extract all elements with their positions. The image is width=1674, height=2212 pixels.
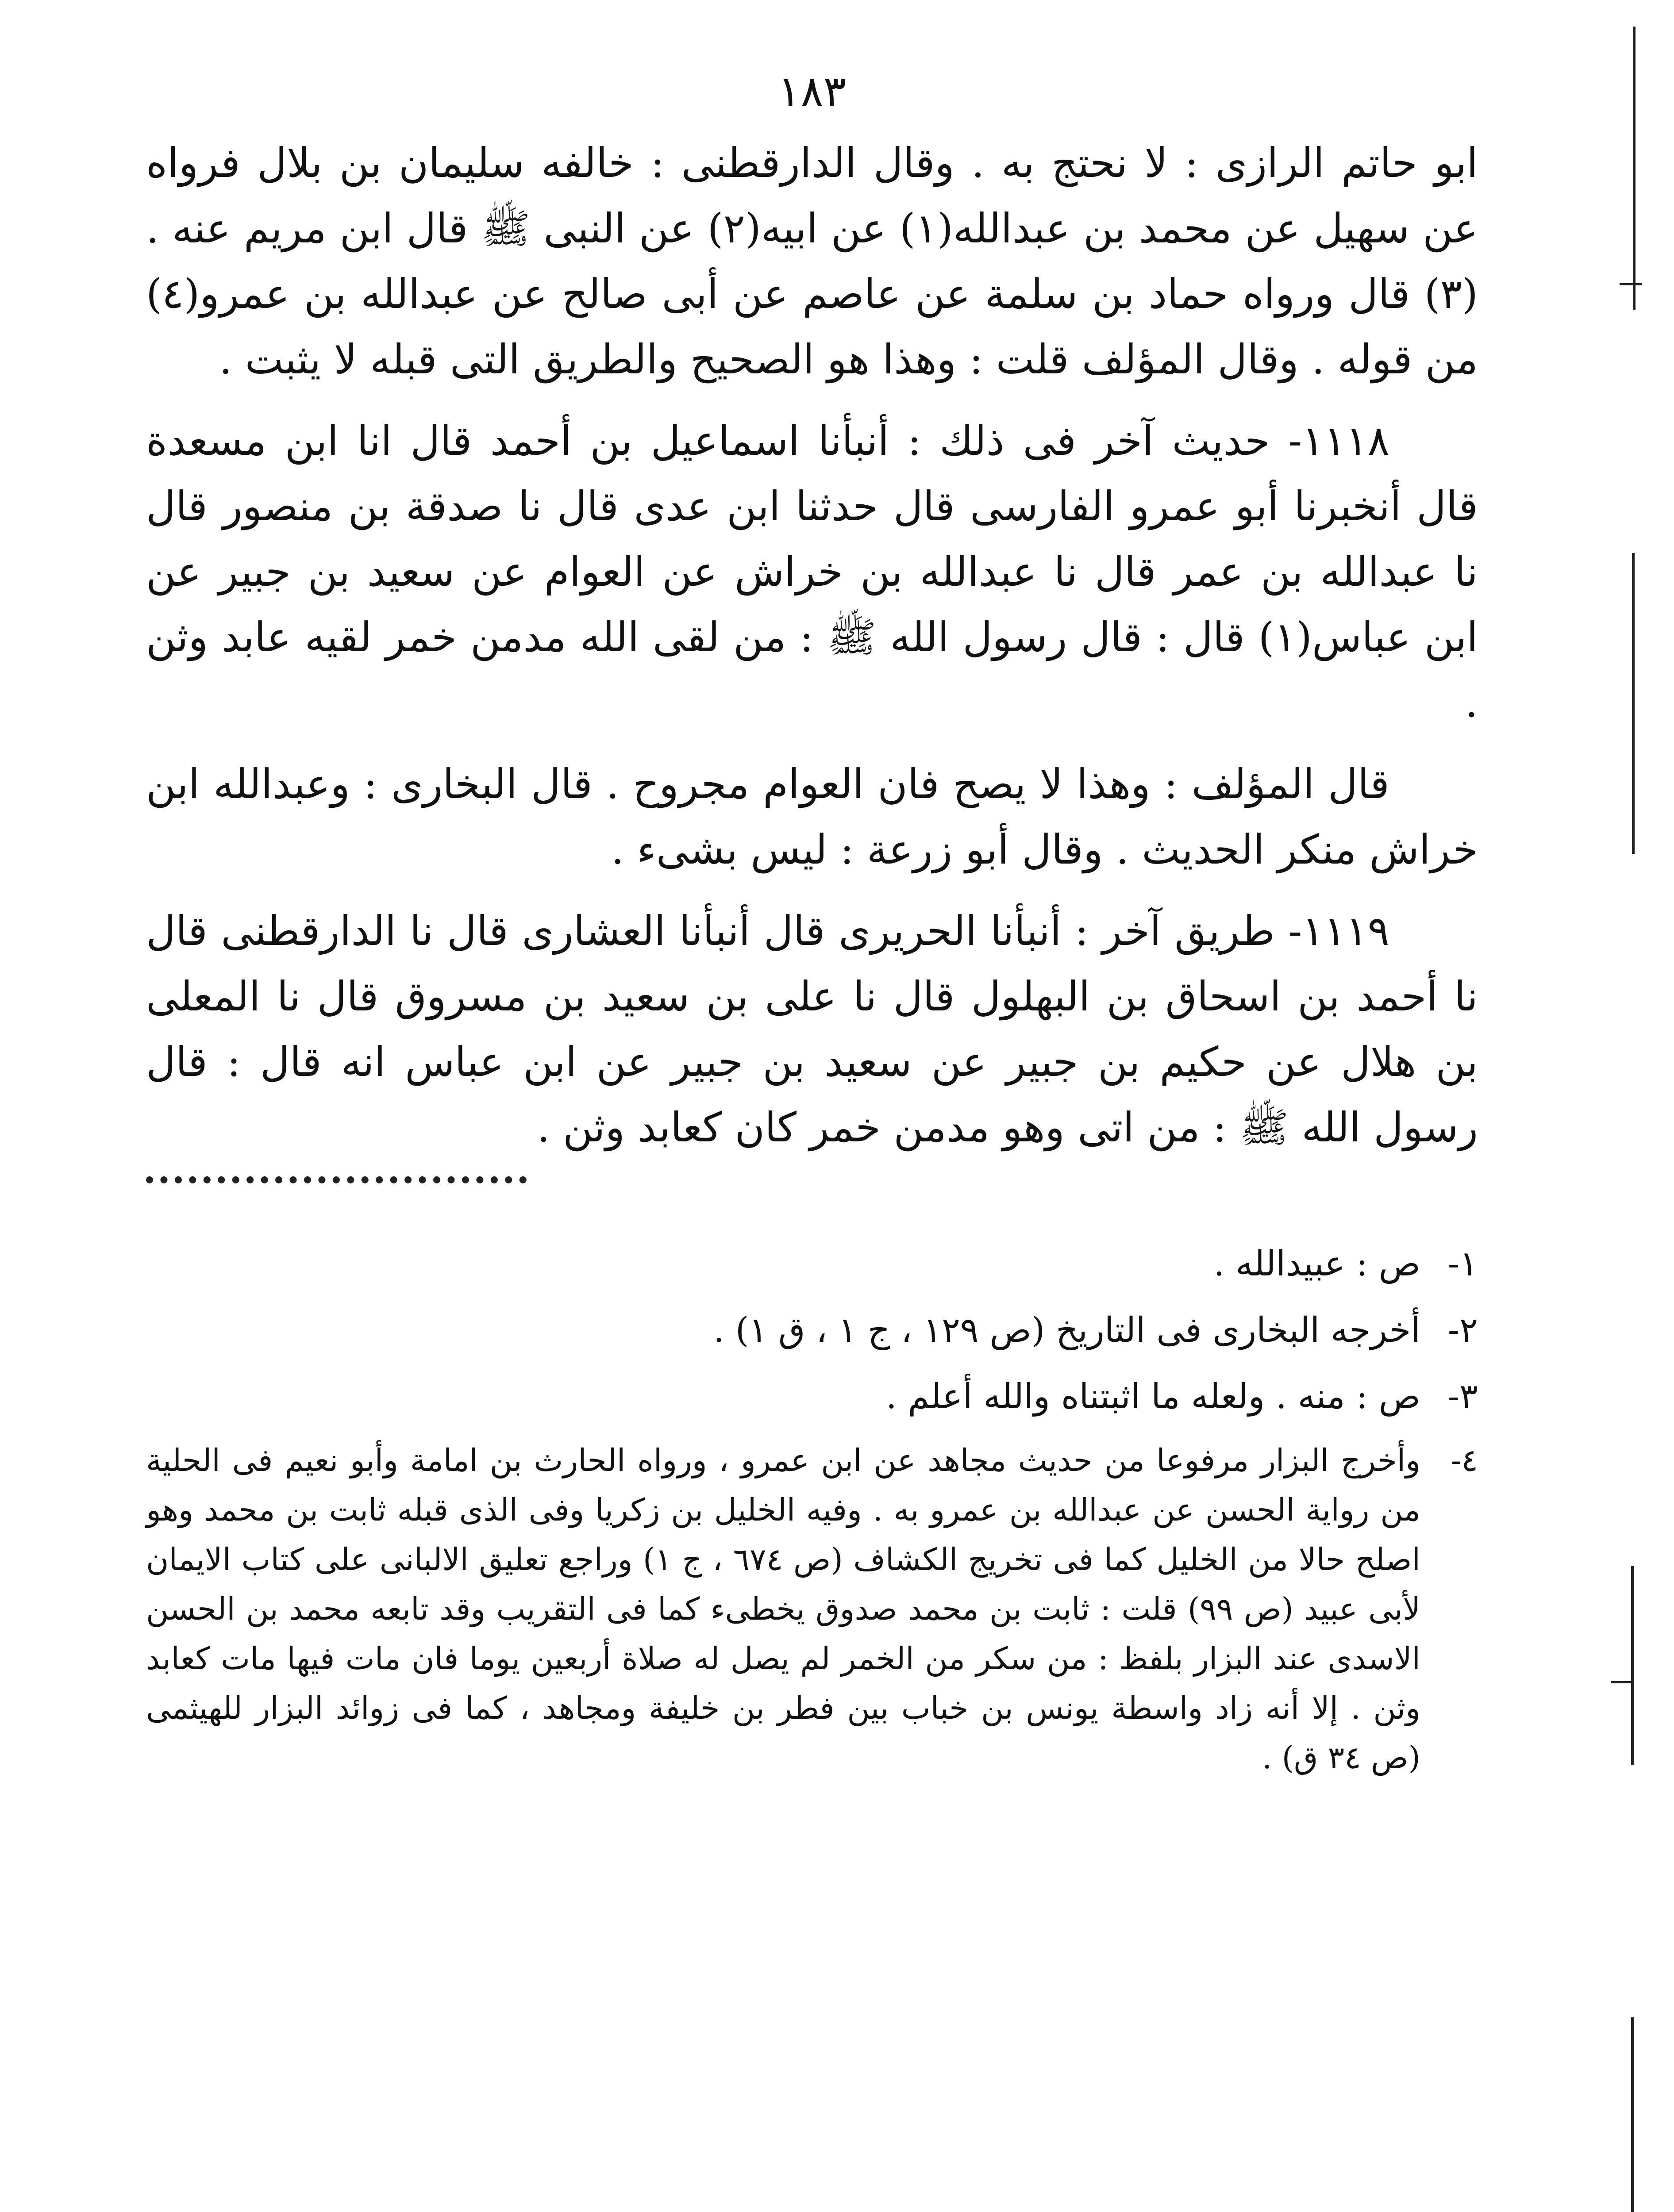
margin-line-lower [1631, 1566, 1634, 1765]
margin-line-bottom [1631, 2017, 1634, 2212]
margin-line-top [1633, 27, 1636, 310]
margin-line-middle [1632, 553, 1635, 854]
margin-tick-lower [1611, 1681, 1633, 1683]
footnote-1 [146, 1237, 1478, 1291]
paragraph-1: ابو حاتم الرازى : لا نحتج به . وقال الدارقطنى : خالفه سليمان بن بلال فرواه عن سهيل عن محمد بن عبدالله(١) عن ابيه(٢) عن النبى ﷺ قال ابن مريم عنه .(٣) قال ورواه حماد بن سلمة عن عاصم عن أبى صالح عن عبدالله بن عمرو(٤) من قوله . وقال المؤلف قلت : وهذا هو الصحيح والطريق التى قبله لا يثبت . [146, 139, 1478, 384]
footnotes [146, 1237, 1478, 1782]
margin-tick-top [1620, 283, 1642, 285]
footnote-4 [146, 1436, 1478, 1782]
footnote-text: وأخرج البزار مرفوعا من حديث مجاهد عن ابن عمرو ، ورواه الحارث بن امامة وأبو نعيم فى الحلية من رواية الحسن عن عبدالله بن عمرو به . وفيه الخليل بن زكريا وفى الذى قبله ثابت بن محمد وهو اصلح حالا من الخليل كما فى تخريج الكشاف (ص ٦٧٤ ، ج ١) وراجع تعليق الالبانى على كتاب الايمان لأبى عبيد (ص ٩٩) قلت : ثابت بن محمد صدوق يخطىء كما فى التقريب وقد تابعه محمد بن الحسن الاسدى عند البزار بلفظ : من سكر من الخمر لم يصل له صلاة أربعين يوما فان مات فيها مات كعابد وثن . إلا أنه زاد واسطة يونس بن خباب بين فطر بن خليفة ومجاهد ، كما فى زوائد البزار للهيثمى (ص ٣٤ ق) . [146, 1442, 1420, 1776]
footnote-3 [146, 1369, 1478, 1424]
page-number: ١٨٣ [777, 67, 847, 116]
footnote-number: ٤- [1451, 1442, 1478, 1479]
paragraph-hadith-1119: ١١١٩- طريق آخر : أنبأنا الحريرى قال أنبأنا العشارى قال نا الدارقطنى قال نا أحمد بن اسحاق بن البهلول قال نا على بن سعيد بن مسروق قال نا المعلى بن هلال عن حكيم بن جبير عن سعيد بن جبير عن ابن عباس انه قال : قال رسول الله ﷺ : من اتى وهو مدمن خمر كان كعابد وثن . [146, 907, 1478, 1152]
footnote-number: ٢- [1447, 1310, 1478, 1351]
paragraph-author-comment: قال المؤلف : وهذا لا يصح فان العوام مجروح . قال البخارى : وعبدالله ابن خراش منكر الحديث . وقال أبو زرعة : ليس بشىء . [146, 760, 1478, 874]
footnote-2 [146, 1303, 1478, 1358]
footnote-text: ص : منه . ولعله ما اثبتناه والله أعلم . [885, 1377, 1420, 1417]
footnote-text: ص : عبيدالله . [1213, 1244, 1420, 1284]
footnote-number: ١- [1447, 1244, 1478, 1284]
footnote-divider [146, 1176, 527, 1183]
footnote-number: ٣- [1447, 1377, 1478, 1417]
paragraph-hadith-1118: ١١١٨- حديث آخر فى ذلك : أنبأنا اسماعيل بن أحمد قال انا ابن مسعدة قال أنخبرنا أبو عمرو الفارسى قال حدثنا ابن عدى قال نا صدقة بن منصور قال نا عبدالله بن عمر قال نا عبدالله بن خراش عن العوام عن سعيد بن جبير عن ابن عباس(١) قال : قال رسول الله ﷺ : من لقى الله مدمن خمر لقيه عابد وثن . [146, 417, 1478, 727]
document-page [146, 66, 1478, 1794]
footnote-text: أخرجه البخارى فى التاريخ (ص ١٢٩ ، ج ١ ، ق ١) . [713, 1310, 1420, 1351]
